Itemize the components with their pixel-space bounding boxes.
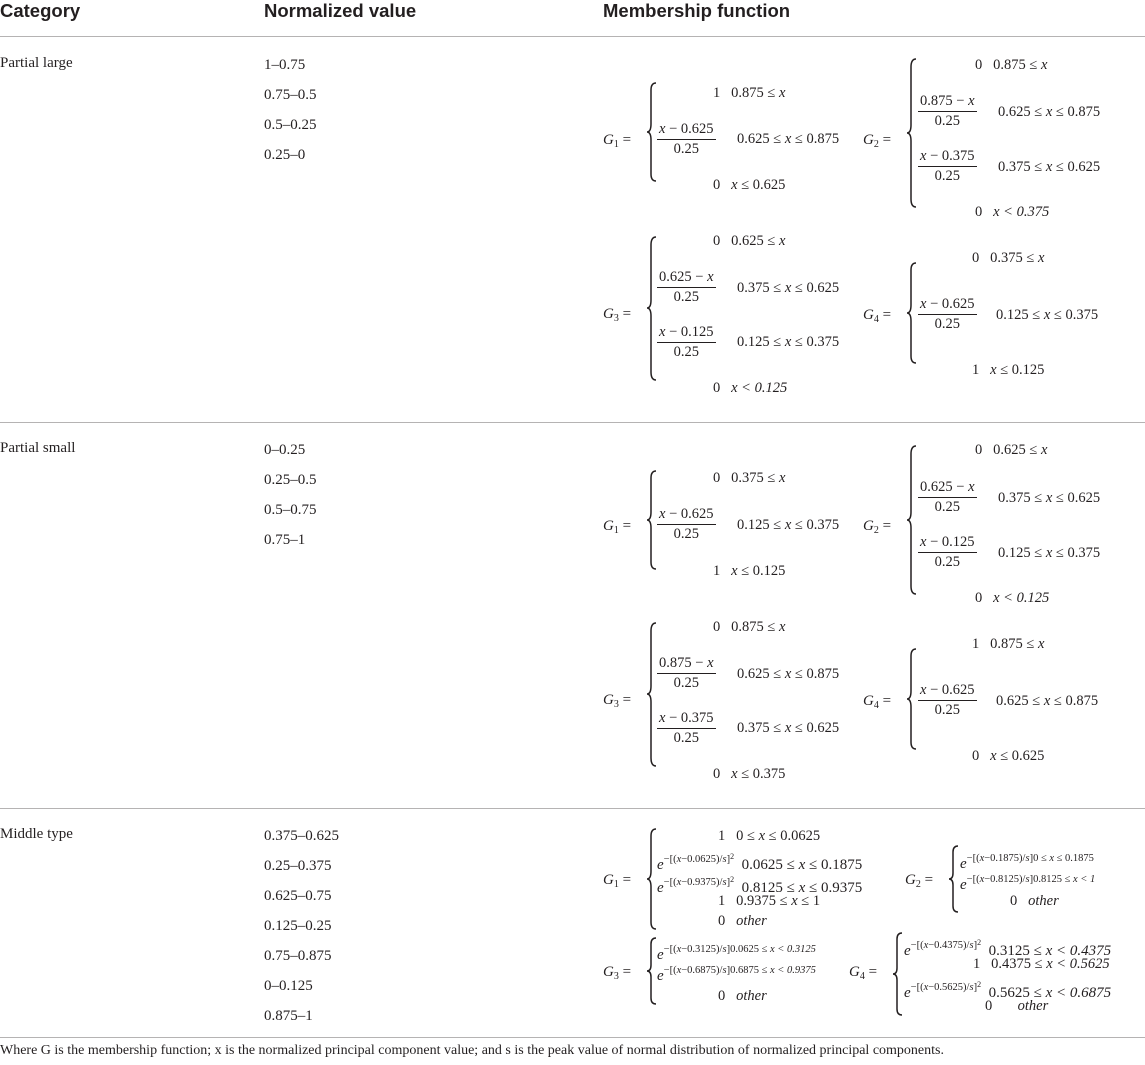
table-footnote: Where G is the membership function; x is the normalized principal component value; and s is the peak value of normal distribution of normalized principal components. xyxy=(0,1043,944,1058)
value-item: 0.5–0.25 xyxy=(264,117,317,133)
category-partial-small: Partial small xyxy=(0,440,76,456)
bottom-rule xyxy=(0,1037,1145,1038)
row-divider-1 xyxy=(0,422,1145,423)
values-middle-type xyxy=(264,826,339,1036)
value-item: 0.25–0.5 xyxy=(264,472,317,488)
header-normalized-value: Normalized value xyxy=(264,0,417,21)
header-rule xyxy=(0,36,1145,37)
value-item: 0.75–0.875 xyxy=(264,948,332,964)
value-item: 0.25–0 xyxy=(264,147,306,163)
header-membership-function: Membership function xyxy=(603,0,791,21)
value-item: 0–0.125 xyxy=(264,978,313,994)
value-item: 0.625–0.75 xyxy=(264,888,332,904)
value-item: 0–0.25 xyxy=(264,442,306,458)
values-partial-small xyxy=(264,440,317,560)
value-item: 0.75–0.5 xyxy=(264,87,317,103)
category-middle-type: Middle type xyxy=(0,826,73,842)
value-item: 0.5–0.75 xyxy=(264,502,317,518)
value-item: 1–0.75 xyxy=(264,57,306,73)
value-item: 0.375–0.625 xyxy=(264,828,339,844)
value-item: 0.75–1 xyxy=(264,532,306,548)
value-item: 0.25–0.375 xyxy=(264,858,332,874)
header-category: Category xyxy=(0,0,81,21)
category-partial-large: Partial large xyxy=(0,55,73,71)
value-item: 0.875–1 xyxy=(264,1008,313,1024)
value-item: 0.125–0.25 xyxy=(264,918,332,934)
values-partial-large xyxy=(264,55,317,175)
row-divider-2 xyxy=(0,808,1145,809)
